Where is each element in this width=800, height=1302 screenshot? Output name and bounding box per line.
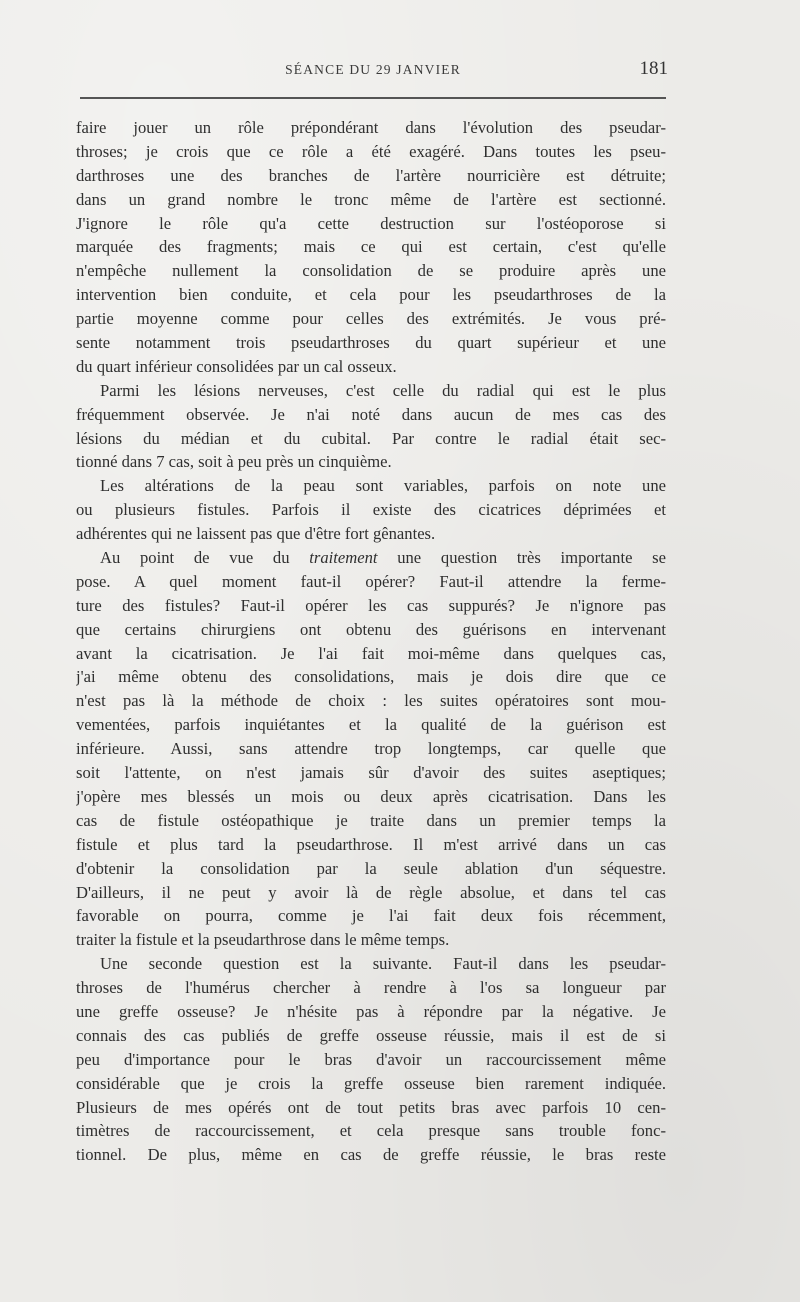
text-line: d'obtenir la consolidation par la seule ablation d'un séquestre. <box>76 858 666 878</box>
text-line-with-italic <box>76 546 666 570</box>
text-line: inférieure. Aussi, sans attendre trop longtemps, car quelle que <box>76 739 666 759</box>
text-line: sente notamment trois pseudarthroses du quart supérieur et une <box>76 333 666 353</box>
header-rule <box>80 97 666 99</box>
text-line: marquée des fragments; mais ce qui est certain, c'est qu'elle <box>76 237 666 257</box>
text-line: n'empêche nullement la consolidation de se produire après une <box>76 261 666 281</box>
text-line: peu d'importance pour le bras d'avoir un raccourcissement même <box>76 1049 666 1069</box>
page-number: 181 <box>639 58 668 79</box>
text-line: une greffe osseuse? Je n'hésite pas à répondre par la négative. Je <box>76 1001 666 1021</box>
text-line: tionnel. De plus, même en cas de greffe réussie, le bras reste <box>76 1145 666 1165</box>
text-line: j'ai même obtenu des consolidations, mais je dois dire que ce <box>76 667 666 687</box>
text-line: throses; je crois que ce rôle a été exagéré. Dans toutes les pseu- <box>76 141 666 161</box>
text-segment: une question très importante se <box>377 548 666 568</box>
text-line: fistule et plus tard la pseudarthrose. Il m'est arrivé dans un cas <box>76 834 666 854</box>
text-line: tionné dans 7 cas, soit à peu près un cinquième. <box>76 452 392 472</box>
text-line: D'ailleurs, il ne peut y avoir là de règle absolue, et dans tel cas <box>76 882 666 902</box>
text-line: Une seconde question est la suivante. Faut-il dans les pseudar- <box>100 954 666 974</box>
text-line: partie moyenne comme pour celles des extrémités. Je vous pré- <box>76 309 666 329</box>
text-line: Plusieurs de mes opérés ont de tout petits bras avec parfois 10 cen- <box>76 1097 666 1117</box>
text-line: lésions du médian et du cubital. Par contre le radial était sec- <box>76 428 666 448</box>
italic-word: traitement <box>309 548 378 568</box>
text-line: pose. A quel moment faut-il opérer? Faut-il attendre la ferme- <box>76 571 666 591</box>
text-segment: Au point de vue du <box>100 548 310 568</box>
text-line: vementées, parfois inquiétantes et la qualité de la guérison est <box>76 715 666 735</box>
text-line: cas de fistule ostéopathique je traite dans un premier temps la <box>76 810 666 830</box>
text-line: fréquemment observée. Je n'ai noté dans aucun de mes cas des <box>76 404 666 424</box>
running-head: SÉANCE DU 29 JANVIER <box>285 62 461 77</box>
text-line: faire jouer un rôle prépondérant dans l'évolution des pseudar- <box>76 118 666 137</box>
text-line: ou plusieurs fistules. Parfois il existe des cicatrices déprimées et <box>76 500 666 520</box>
text-line: favorable on pourra, comme je l'ai fait deux fois récemment, <box>76 906 666 926</box>
text-line: dans un grand nombre le tronc même de l'artère est sectionné. <box>76 189 666 209</box>
text-line: ture des fistules? Faut-il opérer les cas suppurés? Je n'ignore pas <box>76 595 666 615</box>
text-line: n'est pas là la méthode de choix : les suites opératoires sont mou- <box>76 691 666 711</box>
text-line: que certains chirurgiens ont obtenu des guérisons en intervenant <box>76 619 666 639</box>
body-text <box>76 116 666 1167</box>
text-line: j'opère mes blessés un mois ou deux après cicatrisation. Dans les <box>76 786 666 806</box>
text-line: du quart inférieur consolidées par un cal osseux. <box>76 356 397 376</box>
text-line: throses de l'humérus chercher à rendre à l'os sa longueur par <box>76 978 666 998</box>
text-line: J'ignore le rôle qu'a cette destruction sur l'ostéoporose si <box>76 213 666 233</box>
text-line: connais des cas publiés de greffe osseuse réussie, mais il est de si <box>76 1025 666 1045</box>
text-line: timètres de raccourcissement, et cela presque sans trouble fonc- <box>76 1121 666 1141</box>
text-line: avant la cicatrisation. Je l'ai fait moi-même dans quelques cas, <box>76 643 666 663</box>
text-line: intervention bien conduite, et cela pour les pseudarthroses de la <box>76 285 666 305</box>
text-line: considérable que je crois la greffe osseuse bien rarement indiquée. <box>76 1073 666 1093</box>
text-line: soit l'attente, on n'est jamais sûr d'avoir des suites aseptiques; <box>76 763 666 783</box>
text-line: traiter la fistule et la pseudarthrose dans le même temps. <box>76 930 450 950</box>
page-header <box>78 58 668 86</box>
text-line: adhérentes qui ne laissent pas que d'être fort gênantes. <box>76 524 436 544</box>
text-line: darthroses une des branches de l'artère nourricière est détruite; <box>76 165 666 185</box>
text-line: Les altérations de la peau sont variables, parfois on note une <box>100 476 666 496</box>
text-line: Parmi les lésions nerveuses, c'est celle du radial qui est le plus <box>100 380 666 400</box>
